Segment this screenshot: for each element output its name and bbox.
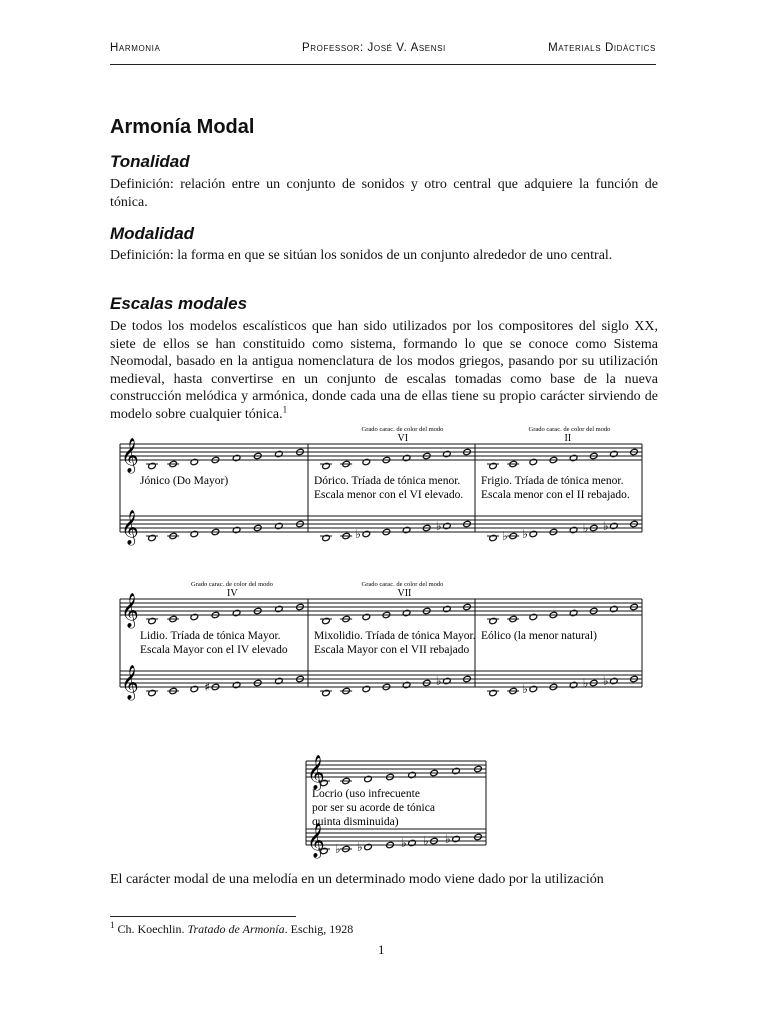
mode-description: por ser su acorde de tónica (312, 802, 435, 814)
mode-description: Escala menor con el VI elevado. (314, 489, 464, 501)
note-head (489, 617, 498, 624)
note-head (569, 681, 578, 688)
degree-color-label: Grado carac. de color del modo (361, 426, 444, 433)
note-head (232, 526, 241, 533)
treble-clef-icon: 𝄞 (121, 438, 139, 473)
text-tonalidad: Definición: relación entre un conjunto de sonidos y otro central que adquiere la función de tónica. (110, 177, 658, 210)
degree-color-label: Grado carac. de color del modo (528, 426, 611, 433)
note-head (610, 522, 619, 529)
note-head (402, 681, 411, 688)
note-head (362, 530, 371, 537)
degree-color-label: Grado carac. de color del modo (361, 581, 444, 588)
note-head (148, 689, 157, 696)
note-head (232, 681, 241, 688)
score-system-1 (120, 420, 650, 550)
closing-text: El carácter modal de una melodía en un determinado modo viene dado por la utilización (110, 872, 604, 887)
treble-clef-icon: 𝄞 (307, 823, 325, 858)
note-head (443, 450, 452, 457)
score-system-3 (306, 745, 496, 865)
mode-description: Dórico. Tríada de tónica menor. (314, 475, 461, 487)
mode-description: Lidio. Tríada de tónica Mayor. (140, 630, 281, 642)
note-head (322, 462, 331, 469)
note-head (489, 534, 498, 541)
degree-numeral: VI (397, 433, 409, 444)
note-head (322, 534, 331, 541)
mode-description: Locrio (uso infrecuente (312, 788, 420, 800)
note-head (362, 685, 371, 692)
note-head (322, 617, 331, 624)
flat-icon: ♭ (445, 832, 451, 846)
header-right: Materials Didàctics (548, 42, 656, 54)
header-center: Professor: José V. Asensi (302, 42, 446, 54)
page-header (110, 42, 656, 65)
note-head (362, 613, 371, 620)
note-head (362, 458, 371, 465)
treble-clef-icon: 𝄞 (121, 593, 139, 628)
flat-icon: ♭ (602, 519, 609, 533)
note-head (610, 450, 619, 457)
degree-numeral: II (564, 433, 572, 444)
treble-clef-icon: 𝄞 (307, 755, 325, 790)
sharp-icon: ♯ (204, 680, 211, 694)
note-head (148, 617, 157, 624)
note-head (569, 526, 578, 533)
note-head (190, 530, 199, 537)
note-head (443, 522, 452, 529)
page-number: 1 (378, 942, 385, 957)
flat-icon: ♭ (522, 527, 528, 541)
note-head (148, 462, 157, 469)
flat-icon: ♭ (602, 674, 609, 688)
mode-description: Escala Mayor con el IV elevado (140, 644, 288, 656)
flat-icon: ♭ (522, 682, 528, 696)
note-head (322, 689, 331, 696)
degree-color-label: Grado carac. de color del modo (191, 581, 273, 588)
mode-description: Mixolidio. Tríada de tónica Mayor. (314, 630, 476, 642)
note-head (148, 534, 157, 541)
note-head (569, 609, 578, 616)
text-escalas-modales: De todos los modelos escalísticos que han sido utilizados por los compositores del siglo XX, siete de ellos se han constituido como sistema, formando lo que se conoce como Sistema Neomodal, basado en la antigua nomenclatura de los modos griegos, pasando por su utilización medieval, hasta convertirse en un conjunto de escalas tomadas como base de la nueva construcción melódica y armónica, donde cada una de ellas tiene su propio carácter sirviendo de modelo sobre cualquier tónica.$^1$ (110, 319, 658, 422)
note-head (408, 771, 417, 778)
text-modalidad: Definición: la forma en que se sitúan los sonidos de un conjunto alrededor de uno central. (110, 248, 613, 263)
mode-description: Eólico (la menor natural) (481, 630, 597, 642)
note-head (275, 522, 284, 529)
flat-icon: ♭ (423, 834, 429, 848)
heading-tonalidad: Tonalidad (110, 152, 190, 171)
note-head (275, 605, 284, 612)
note-head (443, 677, 452, 684)
score-system-2 (120, 575, 650, 705)
flat-icon: ♭ (435, 519, 442, 533)
mode-description: Frigio. Tríada de tónica menor. (481, 475, 624, 487)
mode-description: Escala Mayor con el VII rebajado (314, 644, 470, 656)
note-head (529, 458, 538, 465)
note-head (190, 613, 199, 620)
mode-description: Jónico (Do Mayor) (140, 475, 229, 487)
note-head (364, 843, 373, 850)
mode-description: quinta disminuida) (312, 816, 399, 828)
note-head (275, 450, 284, 457)
note-head (610, 605, 619, 612)
flat-icon: ♭ (502, 529, 508, 543)
note-head (190, 685, 199, 692)
flat-icon: ♭ (582, 521, 589, 535)
note-head (275, 677, 284, 684)
flat-icon: ♭ (582, 676, 589, 690)
note-head (489, 689, 498, 696)
flat-icon: ♭ (355, 527, 361, 541)
note-head (402, 454, 411, 461)
page-title: Armonía Modal (110, 116, 255, 138)
treble-clef-icon: 𝄞 (121, 510, 139, 545)
degree-numeral: IV (227, 588, 238, 599)
flat-icon: ♭ (401, 836, 407, 850)
flat-icon: ♭ (357, 840, 363, 854)
note-head (529, 530, 538, 537)
note-head (610, 677, 619, 684)
note-head (402, 609, 411, 616)
flat-icon: ♭ (435, 674, 442, 688)
note-head (529, 613, 538, 620)
header-left: Harmonia (110, 42, 161, 54)
note-head (190, 458, 199, 465)
note-head (529, 685, 538, 692)
footnote: $^1$ Ch. Koechlin. Tratado de Armonía. Eschig, 1928 (110, 920, 354, 936)
note-head (232, 609, 241, 616)
degree-numeral: VII (397, 588, 412, 599)
note-head (364, 775, 373, 782)
note-head (489, 462, 498, 469)
heading-escalas-modales: Escalas modales (110, 294, 248, 313)
footnote-rule (110, 916, 296, 917)
note-head (569, 454, 578, 461)
note-head (408, 839, 417, 846)
heading-modalidad: Modalidad (110, 224, 195, 243)
treble-clef-icon: 𝄞 (121, 665, 139, 700)
flat-icon: ♭ (335, 842, 341, 856)
note-head (232, 454, 241, 461)
mode-description: Escala menor con el II rebajado. (481, 489, 630, 501)
note-head (402, 526, 411, 533)
note-head (443, 605, 452, 612)
note-head (452, 767, 461, 774)
footnote-ref: 1 (282, 403, 288, 414)
note-head (452, 835, 461, 842)
